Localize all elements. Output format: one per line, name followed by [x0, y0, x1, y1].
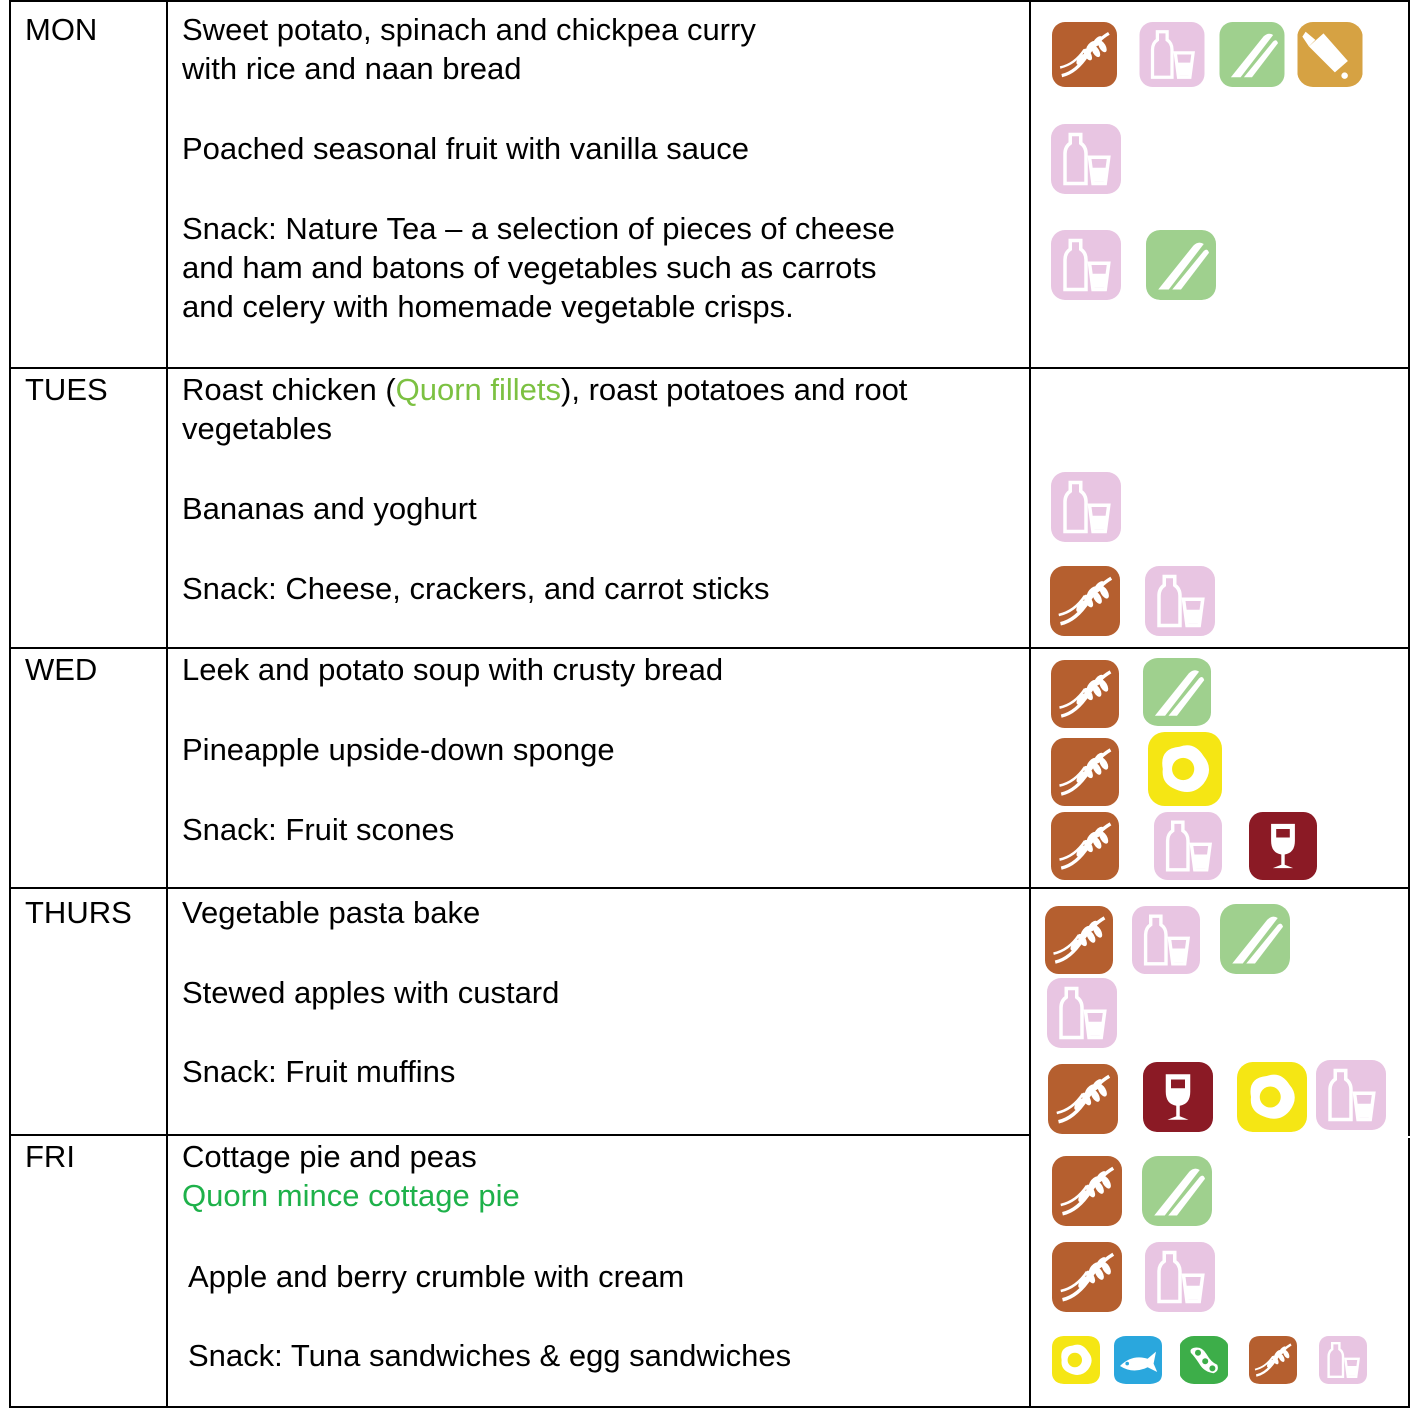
meal-main-line [182, 370, 907, 409]
celery-icon [1142, 658, 1212, 726]
meal-snack-line: Snack: Fruit scones [182, 812, 455, 847]
milk-icon [1126, 906, 1206, 974]
cereal-icon [1040, 1064, 1126, 1134]
table-border-left [9, 0, 11, 1408]
meal-text: Roast chicken ( [182, 372, 396, 407]
celery-icon [1215, 22, 1289, 87]
milk-icon [1132, 22, 1212, 87]
table-border-top [9, 0, 1410, 2]
meal-snack-line: Snack: Cheese, crackers, and carrot sticks [182, 571, 770, 606]
day-label-fri: FRI [25, 1139, 75, 1174]
cereal-icon [1042, 566, 1128, 636]
cereal-icon [1042, 22, 1127, 87]
mustard-icon [1297, 22, 1363, 87]
milk-icon [1044, 230, 1128, 300]
row-divider-thurs [9, 1134, 1030, 1136]
cereal-icon [1042, 660, 1128, 728]
vegetarian-alternative: Quorn fillets [395, 372, 562, 407]
milk-icon [1044, 472, 1128, 542]
day-label-wed: WED [25, 652, 98, 687]
row-divider-wed [9, 887, 1410, 889]
egg-icon [1146, 732, 1224, 806]
meal-dessert-line: Poached seasonal fruit with vanilla sauce [182, 131, 749, 166]
milk-icon [1310, 1060, 1392, 1130]
meal-snack-line: Snack: Nature Tea – a selection of pieces of cheese [182, 211, 895, 246]
meal-main-line: Sweet potato, spinach and chickpea curry [182, 12, 756, 47]
day-label-mon: MON [25, 12, 98, 47]
table-border-right [1408, 0, 1410, 1136]
milk-icon [1148, 812, 1228, 880]
meal-dessert-line: Apple and berry crumble with cream [188, 1259, 685, 1294]
sulphite-icon [1140, 1062, 1216, 1132]
meal-dessert-line: Stewed apples with custard [182, 975, 560, 1010]
table-divider-icons [1029, 0, 1031, 1408]
egg-icon [1236, 1062, 1308, 1132]
soya-icon [1178, 1336, 1230, 1384]
meal-dessert-line: Bananas and yoghurt [182, 491, 477, 526]
sulphite-icon [1244, 812, 1322, 880]
day-label-thurs: THURS [25, 895, 132, 930]
cereal-icon [1042, 738, 1128, 806]
meal-main-line: Leek and potato soup with crusty bread [182, 652, 724, 687]
cereal-icon [1036, 906, 1122, 974]
row-divider-tues [9, 647, 1410, 649]
meal-snack-line: Snack: Fruit muffins [182, 1054, 456, 1089]
milk-icon [1310, 1336, 1376, 1384]
meal-snack-line: and ham and batons of vegetables such as carrots [182, 250, 877, 285]
meal-main-line: with rice and naan bread [182, 51, 522, 86]
milk-icon [1140, 566, 1220, 636]
cereal-icon [1244, 1336, 1302, 1384]
celery-icon [1220, 904, 1290, 974]
milk-icon [1044, 124, 1128, 194]
milk-icon [1140, 1242, 1220, 1312]
celery-icon [1142, 1156, 1212, 1226]
meal-main-line: Cottage pie and peas [182, 1139, 477, 1174]
meal-main-line: Vegetable pasta bake [182, 895, 481, 930]
meal-snack-line: Snack: Tuna sandwiches & egg sandwiches [188, 1338, 792, 1373]
celery-icon [1144, 230, 1218, 300]
meal-snack-line: and celery with homemade vegetable crisps. [182, 289, 794, 324]
table-border-right-lower [1408, 1138, 1410, 1408]
meal-main-line: vegetables [182, 411, 332, 446]
row-divider-mon [9, 367, 1410, 369]
cereal-icon [1044, 1242, 1130, 1312]
cereal-icon [1044, 1156, 1130, 1226]
meal-text: ), roast potatoes and root [561, 372, 908, 407]
cereal-icon [1042, 812, 1128, 880]
meal-dessert-line: Pineapple upside-down sponge [182, 732, 615, 767]
fish-icon [1110, 1336, 1166, 1384]
egg-icon [1048, 1336, 1104, 1384]
table-divider-day [166, 0, 168, 1408]
vegetarian-alternative: Quorn mince cottage pie [182, 1178, 520, 1213]
milk-icon [1040, 978, 1124, 1048]
day-label-tues: TUES [25, 372, 108, 407]
